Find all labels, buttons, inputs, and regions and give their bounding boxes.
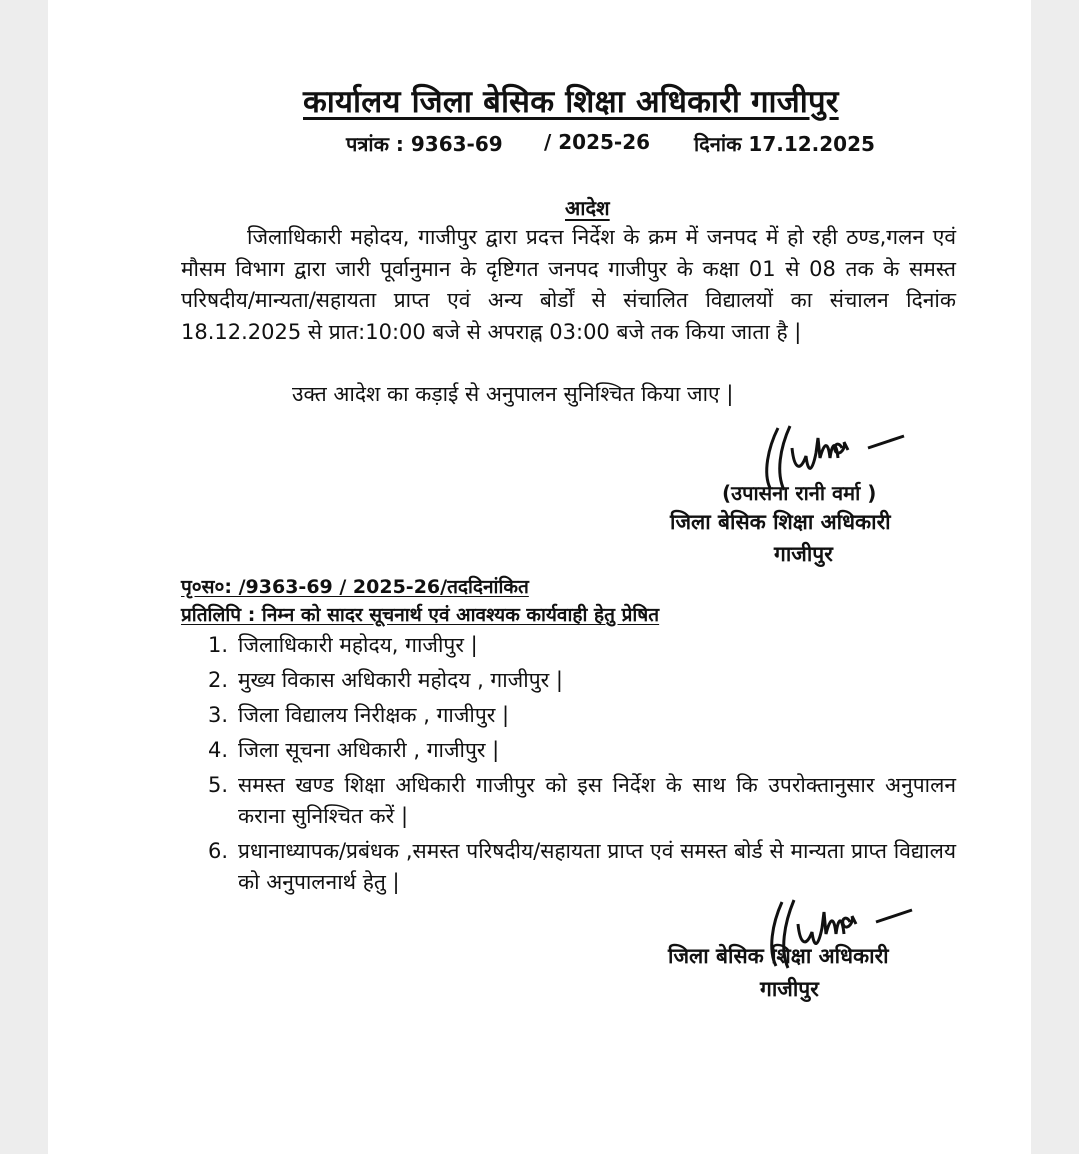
order-body	[181, 222, 956, 348]
order-heading: आदेश	[565, 196, 610, 220]
letter-number: पत्रांक : 9363-69	[346, 132, 503, 156]
recipient-list	[208, 630, 956, 898]
recipient-item: 2. मुख्य विकास अधिकारी महोदय , गाजीपुर |	[208, 668, 563, 692]
endorsement-ref: पृ०स०: /9363-69 / 2025-26/तददिनांकित	[181, 576, 529, 598]
recipient-item: 1. जिलाधिकारी महोदय, गाजीपुर |	[208, 633, 478, 657]
compliance-line: उक्त आदेश का कड़ाई से अनुपालन सुनिश्चित किया जाए |	[292, 382, 734, 406]
recipient-item: 3. जिला विद्यालय निरीक्षक , गाजीपुर |	[208, 703, 510, 727]
copy-line: प्रतिलिपि : निम्न को सादर सूचनार्थ एवं आवश्यक कार्यवाही हेतु प्रेषित	[181, 604, 660, 626]
signatory-2-designation: जिला बेसिक शिक्षा अधिकारी	[668, 944, 889, 968]
letter-session: / 2025-26	[544, 130, 651, 154]
order-body-text: जिलाधिकारी महोदय, गाजीपुर द्वारा प्रदत्त निर्देश के क्रम में जनपद में हो रही ठण्ड,गलन एवं मौसम विभाग द्वारा जारी पूर्वानुमान के दृष्टिगत जनपद गाजीपुर के कक्षा 01 से 08 तक के समस्त परिषदीय/मान्यता/सहायता प्राप्त एवं अन्य बोर्डों से संचालित विद्यालयों का संचालन दिनांक 18.12.2025 से प्रात:10:00 बजे से अपराह्न 03:00 बजे तक किया जाता है |	[181, 225, 956, 344]
recipient-item: 5. समस्त खण्ड शिक्षा अधिकारी गाजीपुर को इस निर्देश के साथ कि उपरोक्तानुसार अनुपालन कराना सुनिश्चित करें |	[208, 773, 956, 828]
recipient-item: 4. जिला सूचना अधिकारी , गाजीपुर |	[208, 738, 500, 762]
recipient-item: 6. प्रधानाध्यापक/प्रबंधक ,समस्त परिषदीय/सहायता प्राप्त एवं समस्त बोर्ड से मान्यता प्राप्त विद्यालय को अनुपालनार्थ हेतु |	[208, 839, 956, 894]
letter-page	[48, 0, 1031, 1154]
office-title: कार्यालय जिला बेसिक शिक्षा अधिकारी गाजीपुर	[303, 84, 839, 120]
signatory-designation: जिला बेसिक शिक्षा अधिकारी	[670, 510, 891, 534]
svg-text:Uma: Uma	[843, 440, 846, 441]
signatory-place: गाजीपुर	[774, 542, 833, 566]
signatory-2-place: गाजीपुर	[760, 977, 819, 1001]
signatory-name: (उपासना रानी वर्मा )	[722, 481, 877, 505]
letter-date: दिनांक 17.12.2025	[694, 132, 875, 156]
